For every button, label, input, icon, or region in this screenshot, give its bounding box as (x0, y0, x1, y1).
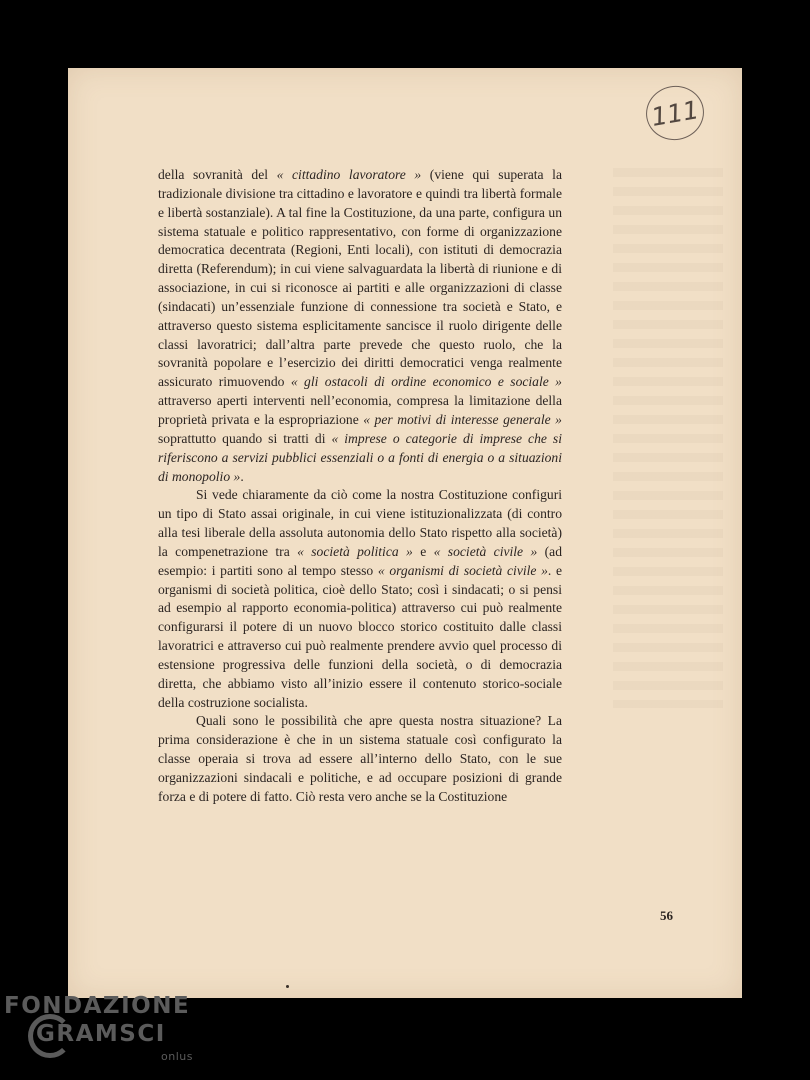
watermark-line-2: GRAMSCI (36, 1021, 166, 1047)
quoted-phrase: « per motivi di interesse generale » (363, 411, 562, 427)
quoted-phrase: « organismi di società civile » (377, 562, 548, 578)
text-run: (ad esempio: i partiti sono al tempo stesso (158, 543, 562, 578)
archive-number-stamp: 111 (642, 81, 708, 144)
quoted-phrase: « imprese o categorie di imprese che si riferiscono a servizi pubblici essenziali o a fonti di energia o a situazioni di monopolio » (158, 430, 562, 484)
ink-dot (286, 985, 289, 988)
watermark-line-3: onlus (161, 1050, 193, 1063)
watermark-line-1: FONDAZIONE (4, 993, 191, 1019)
paragraph-1 (158, 166, 562, 486)
text-run: Si vede chiaramente da ciò come la nostra Costituzione configuri un tipo di Stato assai originale, in cui viene istituzionalizzata (di contro alla tesi liberale della assoluta autonomia dello Stato rispetto alla società) la compenetrazione tra (158, 487, 562, 559)
paragraph-2 (158, 486, 562, 712)
quoted-phrase: « cittadino lavoratore » (276, 167, 422, 182)
body-text (158, 166, 562, 807)
text-run: attraverso aperti interventi nell’economia, compresa la limitazione della proprietà privata e la espropriazione (158, 393, 562, 427)
quoted-phrase: « società politica » (297, 543, 413, 559)
document-page (68, 68, 742, 998)
fondazione-gramsci-watermark (4, 992, 193, 1063)
text-run: Quali sono le possibilità che apre questa nostra situazione? La prima considerazione è che in un sistema statuale così configurato la classe operaia si trova ad essere all’interno dello Stato, con le sue organizzazioni sindacali e politiche, e ad occupare posizioni di grande forza e di potere di fatto. Ciò resta vero anche se la Costituzione (158, 713, 562, 804)
text-run: (viene qui superata la tradizionale divisione tra cittadino e lavoratore e quindi tra libertà formale e libertà sostanziale). A tal fine la Costituzione, da una parte, configura un sistema statuale e politico rappresentativo, con forme di organizzazione democratica decentrata (Regioni, Enti locali), con istituti di democrazia diretta (Referendum); in cui viene salvaguardata la libertà di riunione e di associazione, in cui si riconosce ai partiti e alle organizzazioni di classe (sindacati) un’essenziale funzione di connessione tra società e Stato, e attraverso questo sistema esplicitamente sancisce il ruolo dirigente delle classi lavoratrici; dall’altra parte prevede che questo ruolo, che la sovranità popolare e l’esercizio dei diritti democratici venga realmente assicurato rimuovendo (158, 167, 562, 390)
page-number: 56 (660, 908, 673, 923)
paragraph-3 (158, 712, 562, 806)
text-run: soprattutto quando si tratti di (158, 430, 332, 446)
quoted-phrase: « società civile » (433, 543, 538, 559)
quoted-phrase: « gli ostacoli di ordine economico e sociale » (290, 374, 562, 390)
text-run: della sovranità del (158, 167, 277, 182)
text-run: e (412, 543, 434, 559)
text-run: . e organismi di società politica, cioè dello Stato; così i sindacati; o si pensi ad esempio al rapporto economia-politica) attraverso cui può realmente configurarsi il potere di un nuovo blocco storico costituito dalle classi lavoratrici e attraverso cui può realmente prendere avvio quel processo di estensione progressiva delle funzioni della società, o di democrazia diretta, che abbiamo visto all’inizio essere il contenuto storico-sociale della costruzione socialista. (158, 562, 562, 710)
bleed-through-texture (613, 168, 723, 708)
text-run: . (240, 468, 244, 484)
